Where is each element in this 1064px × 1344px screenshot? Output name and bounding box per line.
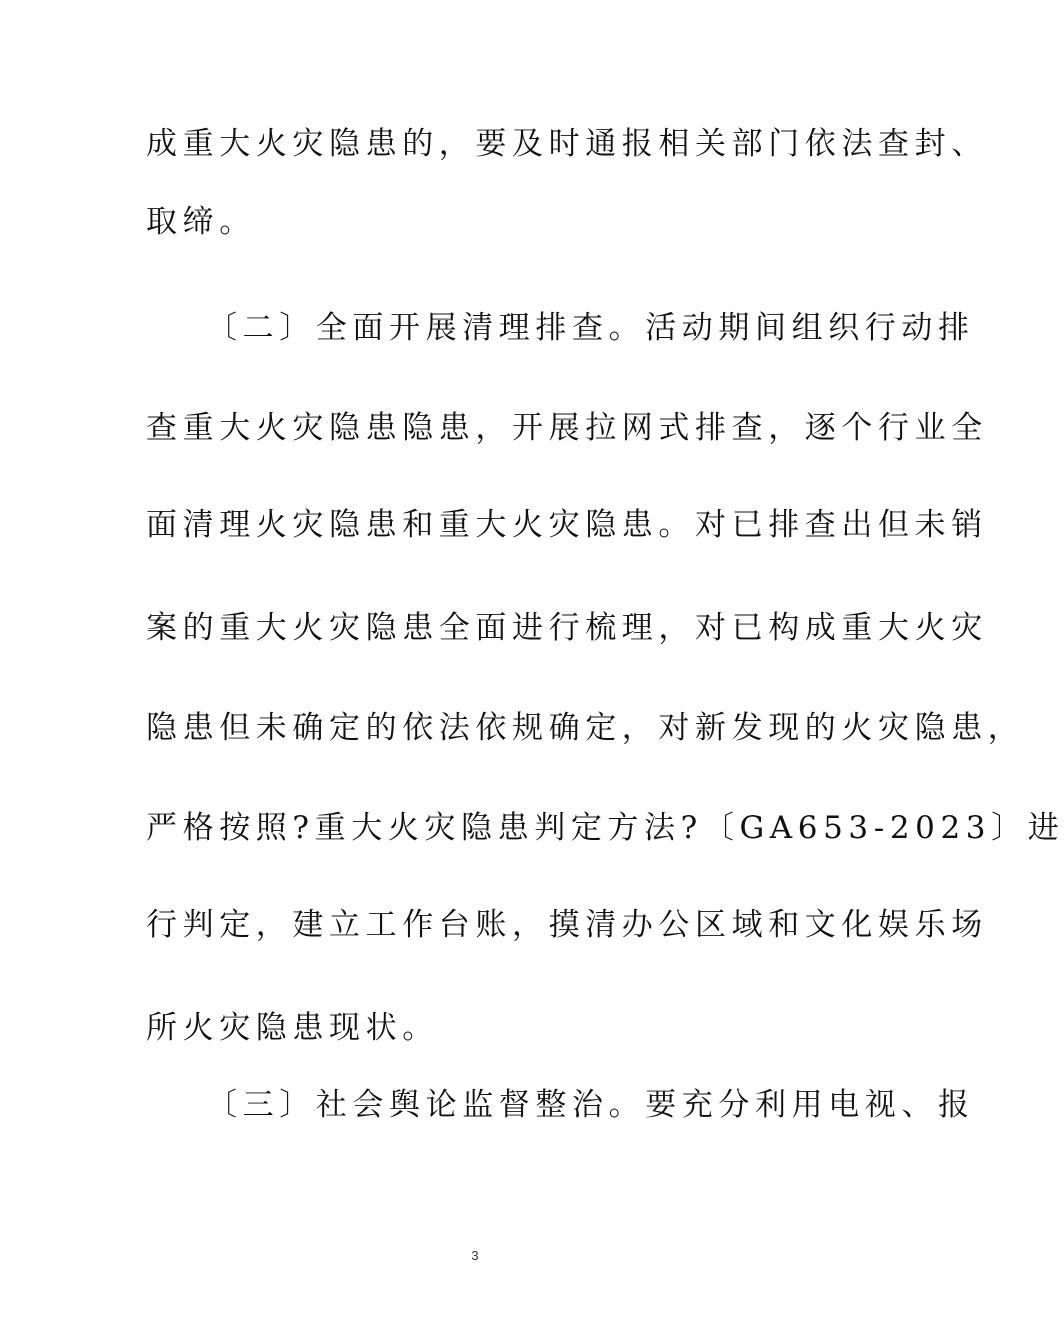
body-text-line: 案的重大火灾隐患全面进行梳理，对已构成重大火灾 [146,610,988,646]
body-text-line: 所火灾隐患现状。 [146,1010,439,1046]
body-text-line: 取缔。 [146,204,256,240]
body-text-line: 面清理火灾隐患和重大火灾隐患。对已排查出但未销 [146,507,988,543]
body-text-line: 严格按照?重大火灾隐患判定方法?〔GA653-2023〕进 [146,810,1064,846]
section-heading-line: 〔三〕社会舆论监督整治。要充分利用电视、报 [206,1087,975,1123]
body-text-line: 隐患但未确定的依法依规确定，对新发现的火灾隐患， [146,710,1025,746]
body-text-line: 查重大火灾隐患隐患，开展拉网式排查，逐个行业全 [146,410,988,446]
body-text-line: 行判定，建立工作台账，摸清办公区域和文化娱乐场 [146,907,988,943]
section-heading-line: 〔二〕全面开展清理排查。活动期间组织行动排 [206,310,975,346]
body-text-line: 成重大火灾隐患的，要及时通报相关部门依法查封、 [146,126,988,162]
page-number: 3 [471,1248,479,1263]
